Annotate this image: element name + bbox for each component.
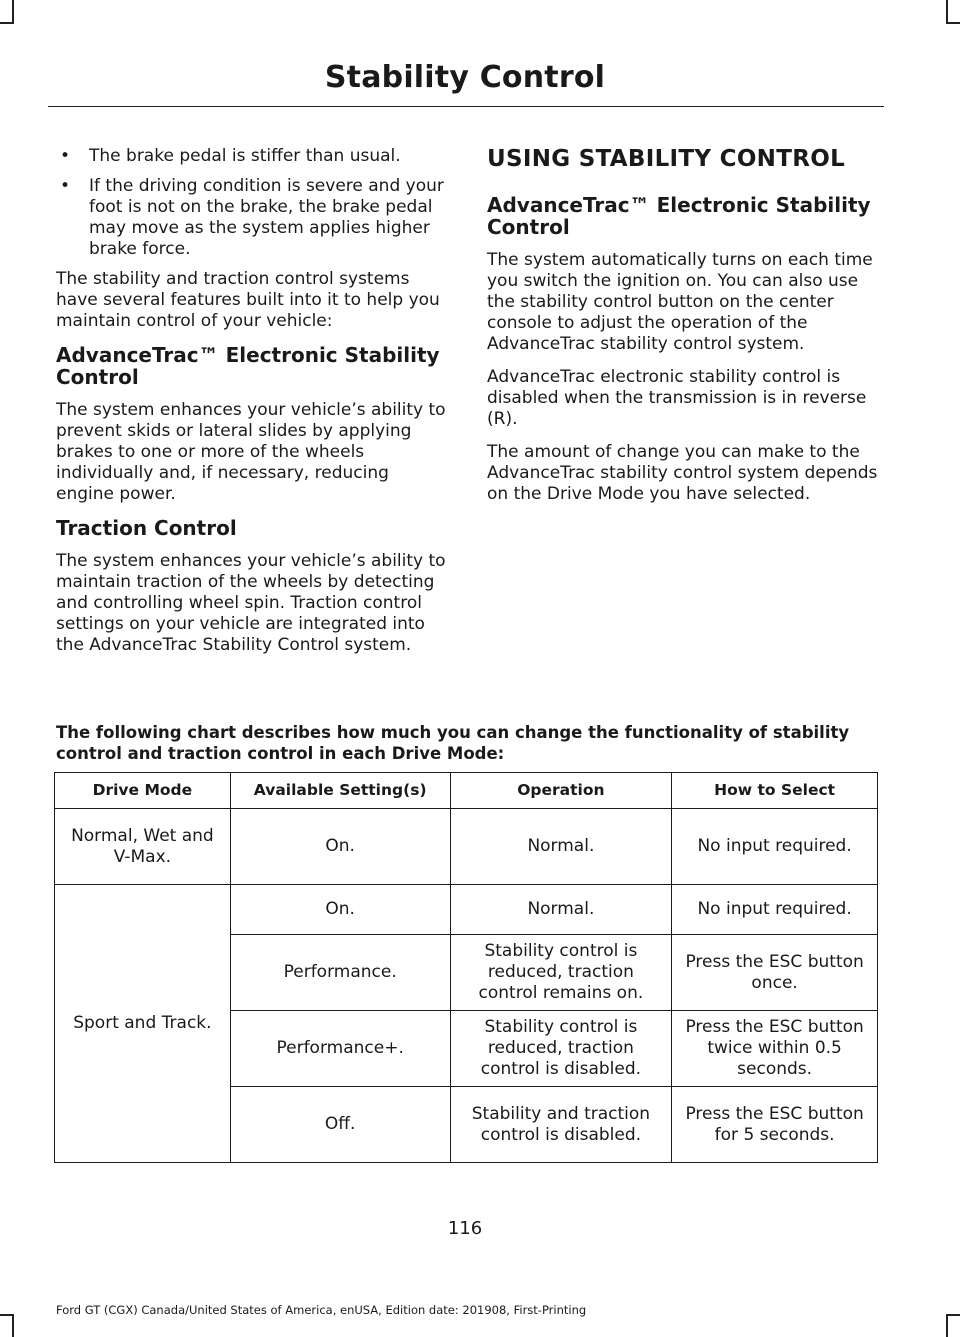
- crop-mark: [12, 1315, 14, 1337]
- right-column: [487, 146, 879, 517]
- crop-mark: [946, 1315, 948, 1337]
- header-available-settings: Available Setting(s): [230, 773, 450, 809]
- setting-cell: Off.: [230, 1087, 450, 1163]
- section-heading: USING STABILITY CONTROL: [487, 146, 846, 172]
- setting-cell: Performance+.: [230, 1011, 450, 1087]
- table-row: [55, 809, 878, 885]
- setting-cell: On.: [230, 885, 450, 935]
- header-divider: [48, 106, 884, 107]
- drive-mode-cell: Normal, Wet and V-Max.: [55, 809, 231, 885]
- table-intro: The following chart describes how much you can change the functionality of stability control and traction control in each Drive Mode:: [56, 723, 850, 763]
- setting-cell: Performance.: [230, 935, 450, 1011]
- drive-mode-table: [54, 772, 878, 1163]
- header-how-to-select: How to Select: [672, 773, 878, 809]
- header-operation: Operation: [450, 773, 672, 809]
- select-cell: No input required.: [672, 809, 878, 885]
- page-number: 116: [447, 1218, 483, 1239]
- advancetrac-heading: AdvanceTrac™ Electronic Stability Control: [56, 343, 440, 389]
- list-item: • If the driving condition is severe and your foot is not on the brake, the brake pedal may move as the system applies higher brake force.: [56, 176, 448, 260]
- paragraph: The amount of change you can make to the AdvanceTrac stability control system depends on the Drive Mode you have selected.: [487, 442, 878, 504]
- operation-cell: Stability control is reduced, traction control remains on.: [450, 935, 672, 1011]
- paragraph: The system automatically turns on each time you switch the ignition on. You can also use the stability control button on the center console to adjust the operation of the AdvanceTrac stability control system.: [487, 250, 873, 354]
- list-item: • The brake pedal is stiffer than usual.: [56, 146, 448, 167]
- crop-mark: [12, 0, 14, 22]
- operation-cell: Stability and traction control is disabled.: [450, 1087, 672, 1163]
- operation-cell: Normal.: [450, 809, 672, 885]
- table-header-row: [55, 773, 878, 809]
- table-row: [55, 885, 878, 935]
- paragraph: AdvanceTrac electronic stability control is disabled when the transmission is in reverse (R).: [487, 367, 867, 429]
- select-cell: Press the ESC button once.: [672, 935, 878, 1011]
- crop-mark: [0, 1314, 14, 1316]
- crop-mark: [946, 0, 948, 22]
- select-cell: Press the ESC button twice within 0.5 seconds.: [672, 1011, 878, 1087]
- crop-mark: [946, 22, 960, 24]
- left-column: [56, 146, 448, 668]
- operation-cell: Normal.: [450, 885, 672, 935]
- traction-body: The system enhances your vehicle’s ability to maintain traction of the wheels by detecting and controlling wheel spin. Traction control settings on your vehicle are integrated into the AdvanceTrac Stability Control system.: [56, 551, 446, 655]
- bullet-list: [56, 146, 448, 260]
- select-cell: No input required.: [672, 885, 878, 935]
- features-intro: The stability and traction control systems have several features built into it to help you maintain control of your vehicle:: [56, 269, 440, 331]
- crop-mark: [0, 22, 14, 24]
- page-title: Stability Control: [324, 60, 606, 95]
- sub-heading: AdvanceTrac™ Electronic Stability Control: [487, 193, 871, 239]
- drive-mode-cell: Sport and Track.: [55, 885, 231, 1163]
- footer-edition-info: Ford GT (CGX) Canada/United States of America, enUSA, Edition date: 201908, First-Printing: [56, 1303, 587, 1317]
- operation-cell: Stability control is reduced, traction control is disabled.: [450, 1011, 672, 1087]
- select-cell: Press the ESC button for 5 seconds.: [672, 1087, 878, 1163]
- crop-mark: [946, 1314, 960, 1316]
- traction-heading: Traction Control: [56, 516, 237, 540]
- setting-cell: On.: [230, 809, 450, 885]
- advancetrac-body: The system enhances your vehicle’s ability to prevent skids or lateral slides by applying brakes to one or more of the wheels individually and, if necessary, reducing engine power.: [56, 400, 446, 504]
- header-drive-mode: Drive Mode: [55, 773, 231, 809]
